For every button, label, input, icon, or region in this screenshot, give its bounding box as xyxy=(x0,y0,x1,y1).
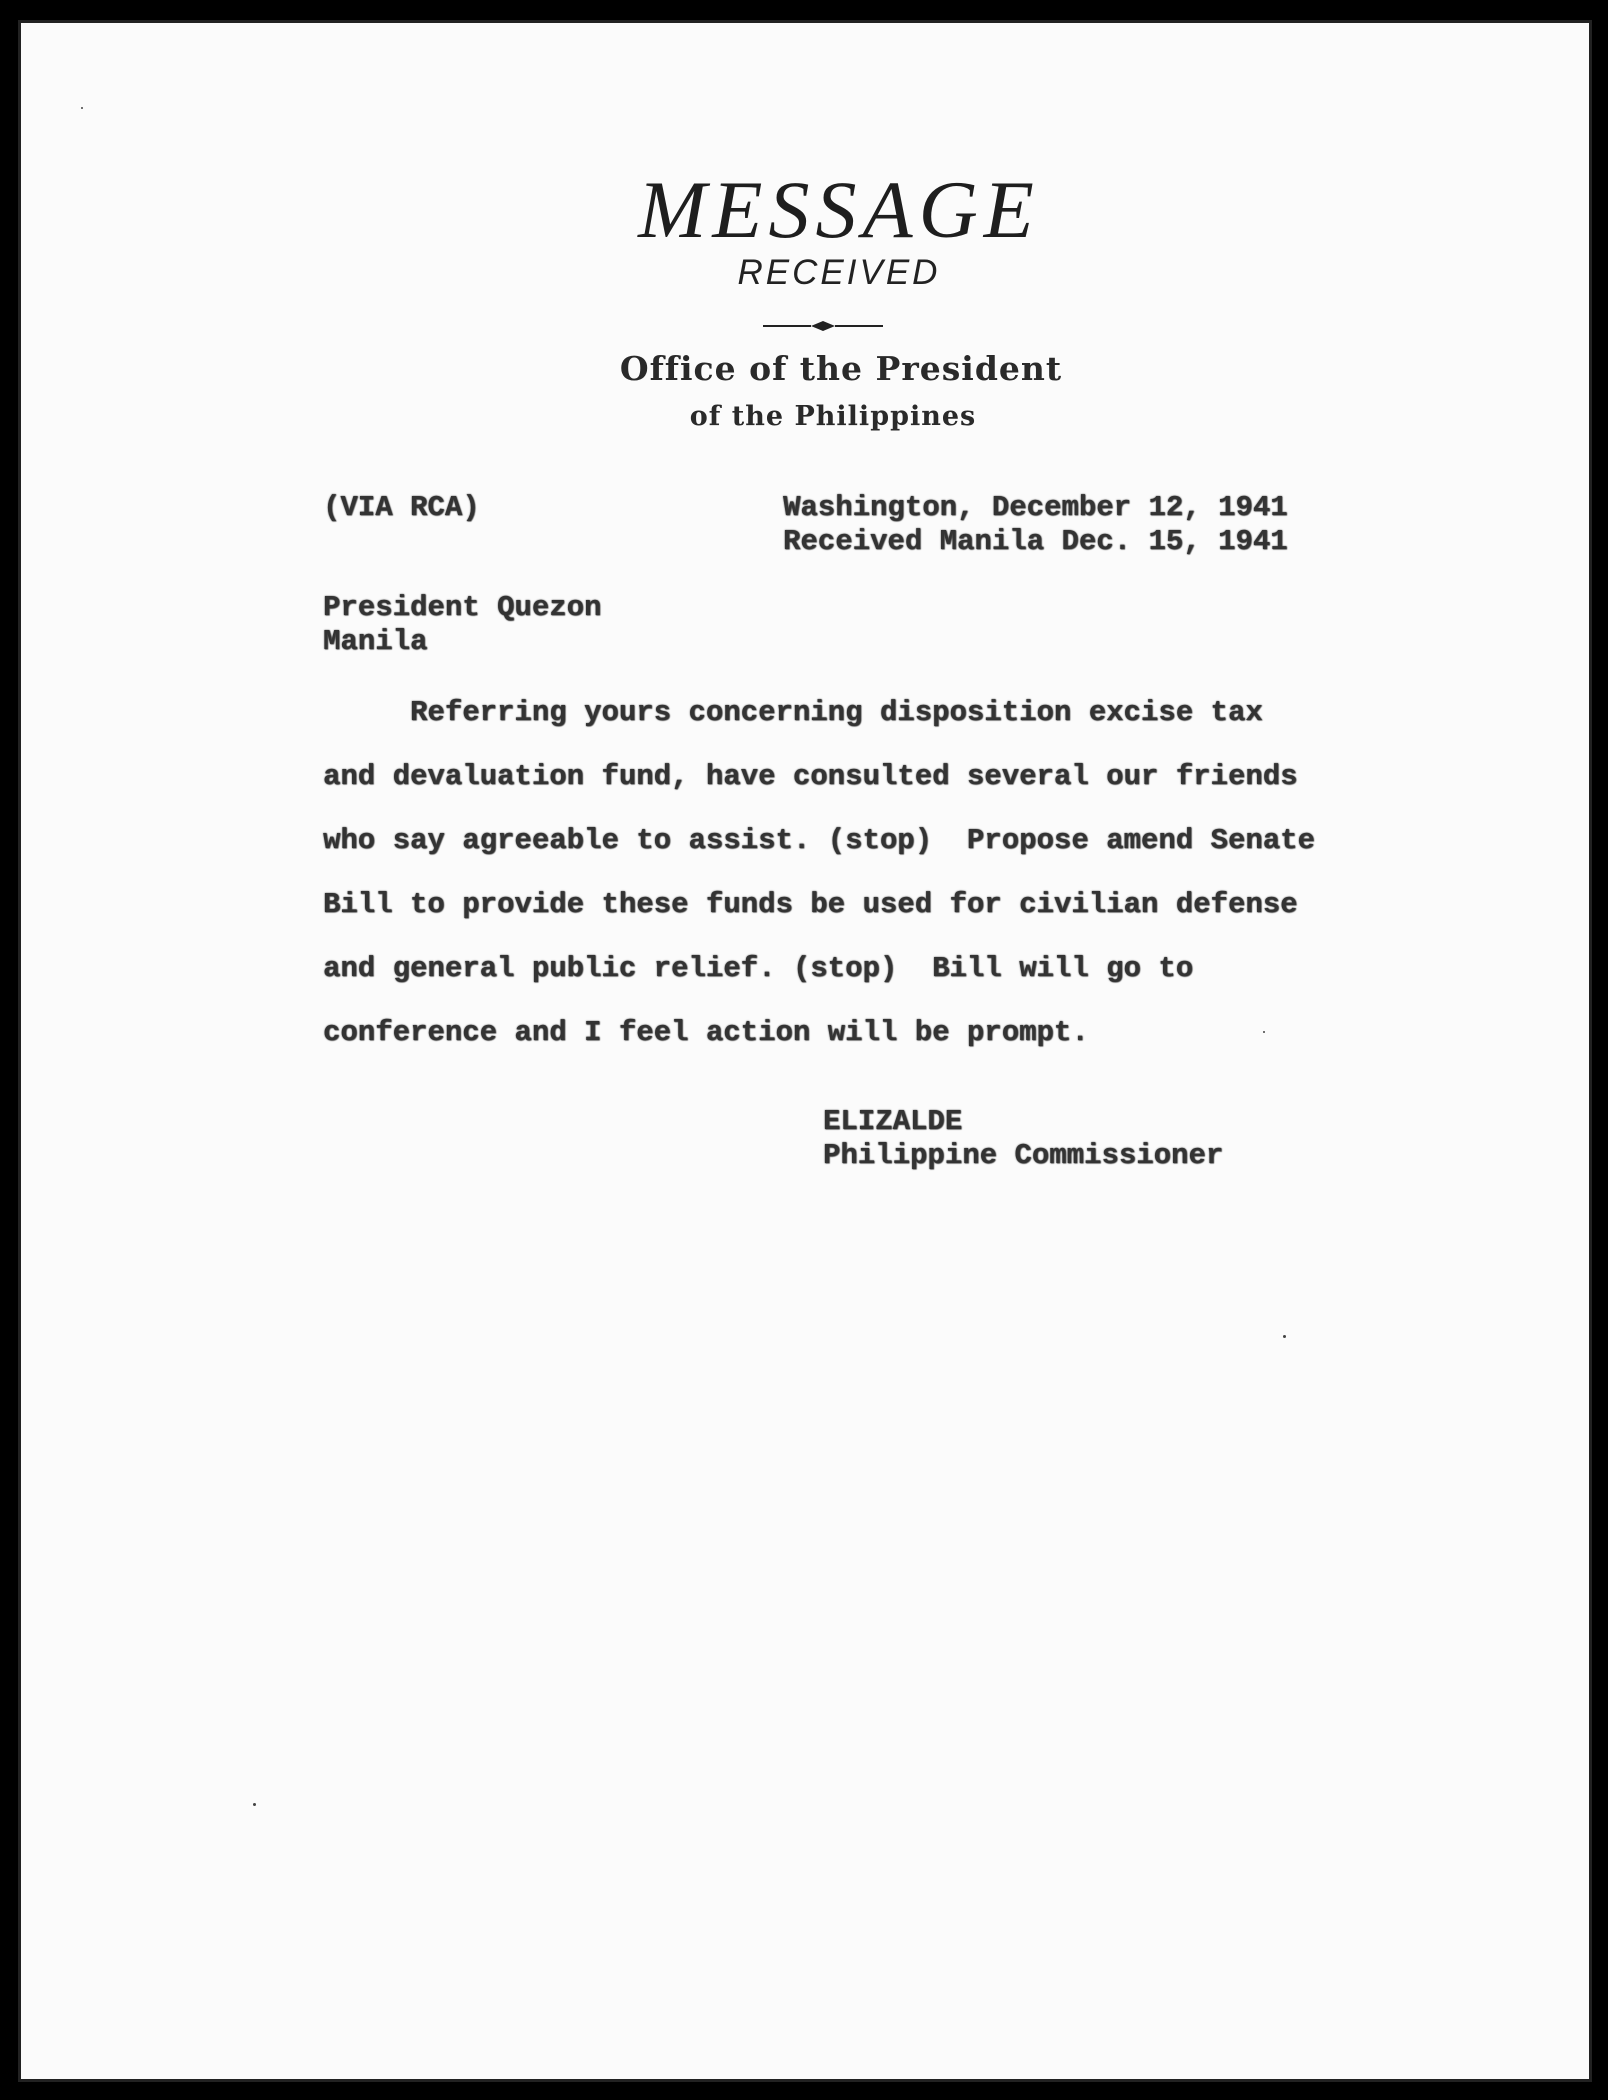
body-line: Bill to provide these funds be used for civilian defense xyxy=(323,888,1298,921)
signature-name: ELIZALDE xyxy=(823,1105,963,1138)
transmission-via: (VIA RCA) xyxy=(323,491,480,524)
paper-speck xyxy=(1283,1335,1286,1338)
body-line: and devaluation fund, have consulted several our friends xyxy=(323,760,1298,793)
document-page xyxy=(18,20,1592,2082)
body-line: Referring yours concerning disposition excise tax xyxy=(323,696,1263,729)
letterhead-office: Office of the President xyxy=(619,349,1063,388)
letterhead-subtitle: RECEIVED xyxy=(737,253,941,292)
ornament-divider-icon xyxy=(763,321,883,331)
addressee-city: Manila xyxy=(323,625,428,658)
paper-speck xyxy=(1263,1031,1265,1033)
body-line: and general public relief. (stop) Bill will go to xyxy=(323,952,1194,985)
message-body xyxy=(323,681,1453,1065)
addressee-name: President Quezon xyxy=(323,591,602,624)
dateline-sent: Washington, December 12, 1941 xyxy=(783,491,1288,524)
signature-title: Philippine Commissioner xyxy=(823,1139,1224,1172)
body-line: who say agreeable to assist. (stop) Propose amend Senate xyxy=(323,824,1315,857)
paper-speck xyxy=(253,1803,256,1806)
dateline-received: Received Manila Dec. 15, 1941 xyxy=(783,525,1288,558)
paper-speck xyxy=(81,107,83,109)
letterhead-title: MESSAGE xyxy=(638,164,1040,255)
body-line: conference and I feel action will be prompt. xyxy=(323,1016,1089,1049)
letterhead-country: of the Philippines xyxy=(689,401,977,432)
